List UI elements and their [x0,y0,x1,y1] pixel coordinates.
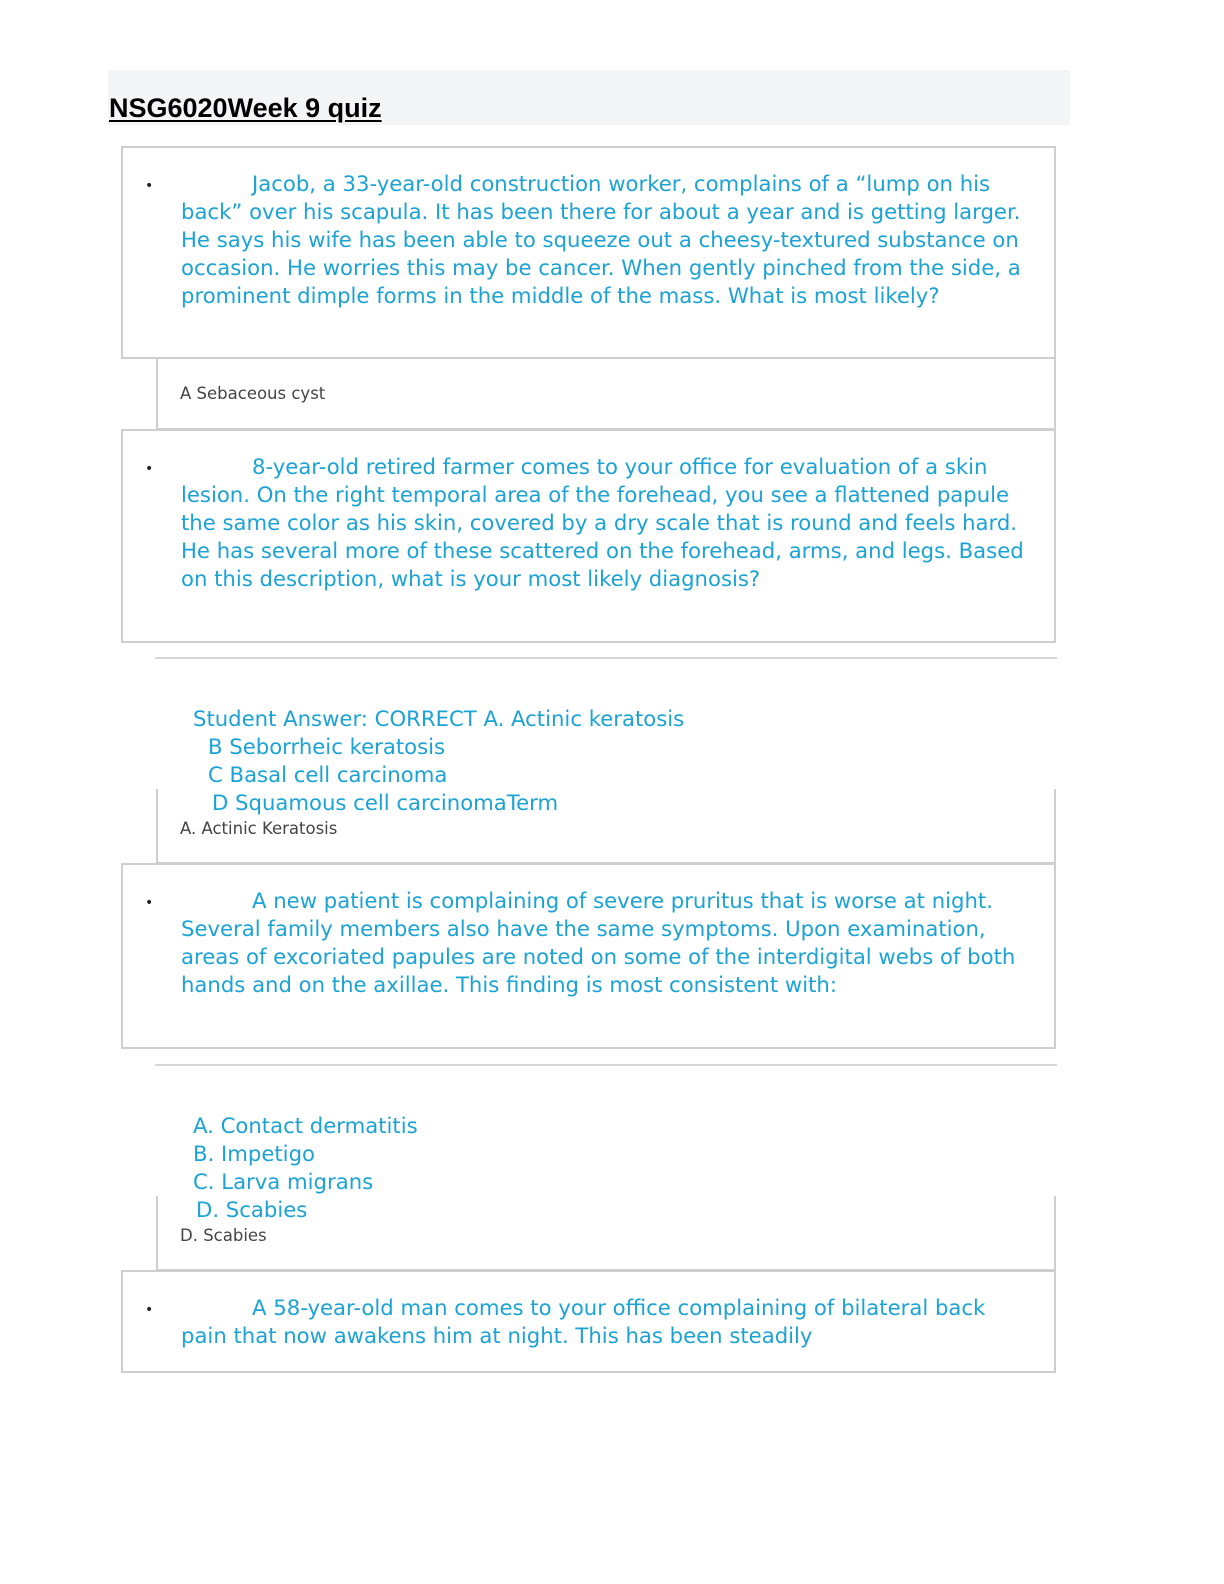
bullet: • [145,461,154,477]
answer-text: D. Scabies [180,1226,267,1245]
bullet: • [145,1302,154,1318]
question-card-3 [121,863,1056,1049]
question-text: 8-year-old retired farmer comes to your office for evaluation of a skin lesion. On the right temporal area of the forehead, you see a flattened papule the same color as his skin, covered by a dry scale that is round and feels hard. He has several more of these scattered on the forehead, arms, and legs. Based on this description, what is your most likely diagnosis? [181,454,1024,591]
answer-card-2 [156,789,1056,864]
divider [155,1064,1057,1066]
question-text: A new patient is complaining of severe pruritus that is worse at night. Several family members also have the same symptoms. Upon examination, areas of excoriated papules are noted on some of the interdigital webs of both hands and on the axillae. This finding is most consistent with: [181,888,1016,997]
answer-option: Student Answer: CORRECT A. Actinic keratosis [193,706,685,731]
question-text: Jacob, a 33-year-old construction worker, complains of a “lump on his back” over his scapula. It has been there for about a year and is getting larger. He says his wife has been able to squeeze out a cheesy-textured substance on occasion. He worries this may be cancer. When gently pinched from the side, a prominent dimple forms in the middle of the mass. What is most likely? [181,171,1021,308]
question-text: A 58-year-old man comes to your office complaining of bilateral back pain that now awakens him at night. This has been steadily [181,1295,986,1348]
answer-text: A Sebaceous cyst [180,384,326,403]
answer-option: B. Impetigo [193,1141,315,1166]
answer-option: D. Scabies [196,1197,308,1222]
question-card-1 [121,146,1056,359]
question-card-2 [121,429,1056,643]
answer-card-1 [156,359,1056,430]
answer-option: B Seborrheic keratosis [208,734,446,759]
page-title: NSG6020Week 9 quiz [109,93,382,123]
question-card-4 [121,1270,1056,1373]
answer-text: A. Actinic Keratosis [180,819,338,838]
bullet: • [145,178,154,194]
answer-card-3 [156,1196,1056,1271]
divider [155,657,1057,659]
answer-option: C Basal cell carcinoma [208,762,448,787]
answer-option: C. Larva migrans [193,1169,374,1194]
answer-option: A. Contact dermatitis [193,1113,418,1138]
answer-option: D Squamous cell carcinomaTerm [212,790,559,815]
bullet: • [145,895,154,911]
